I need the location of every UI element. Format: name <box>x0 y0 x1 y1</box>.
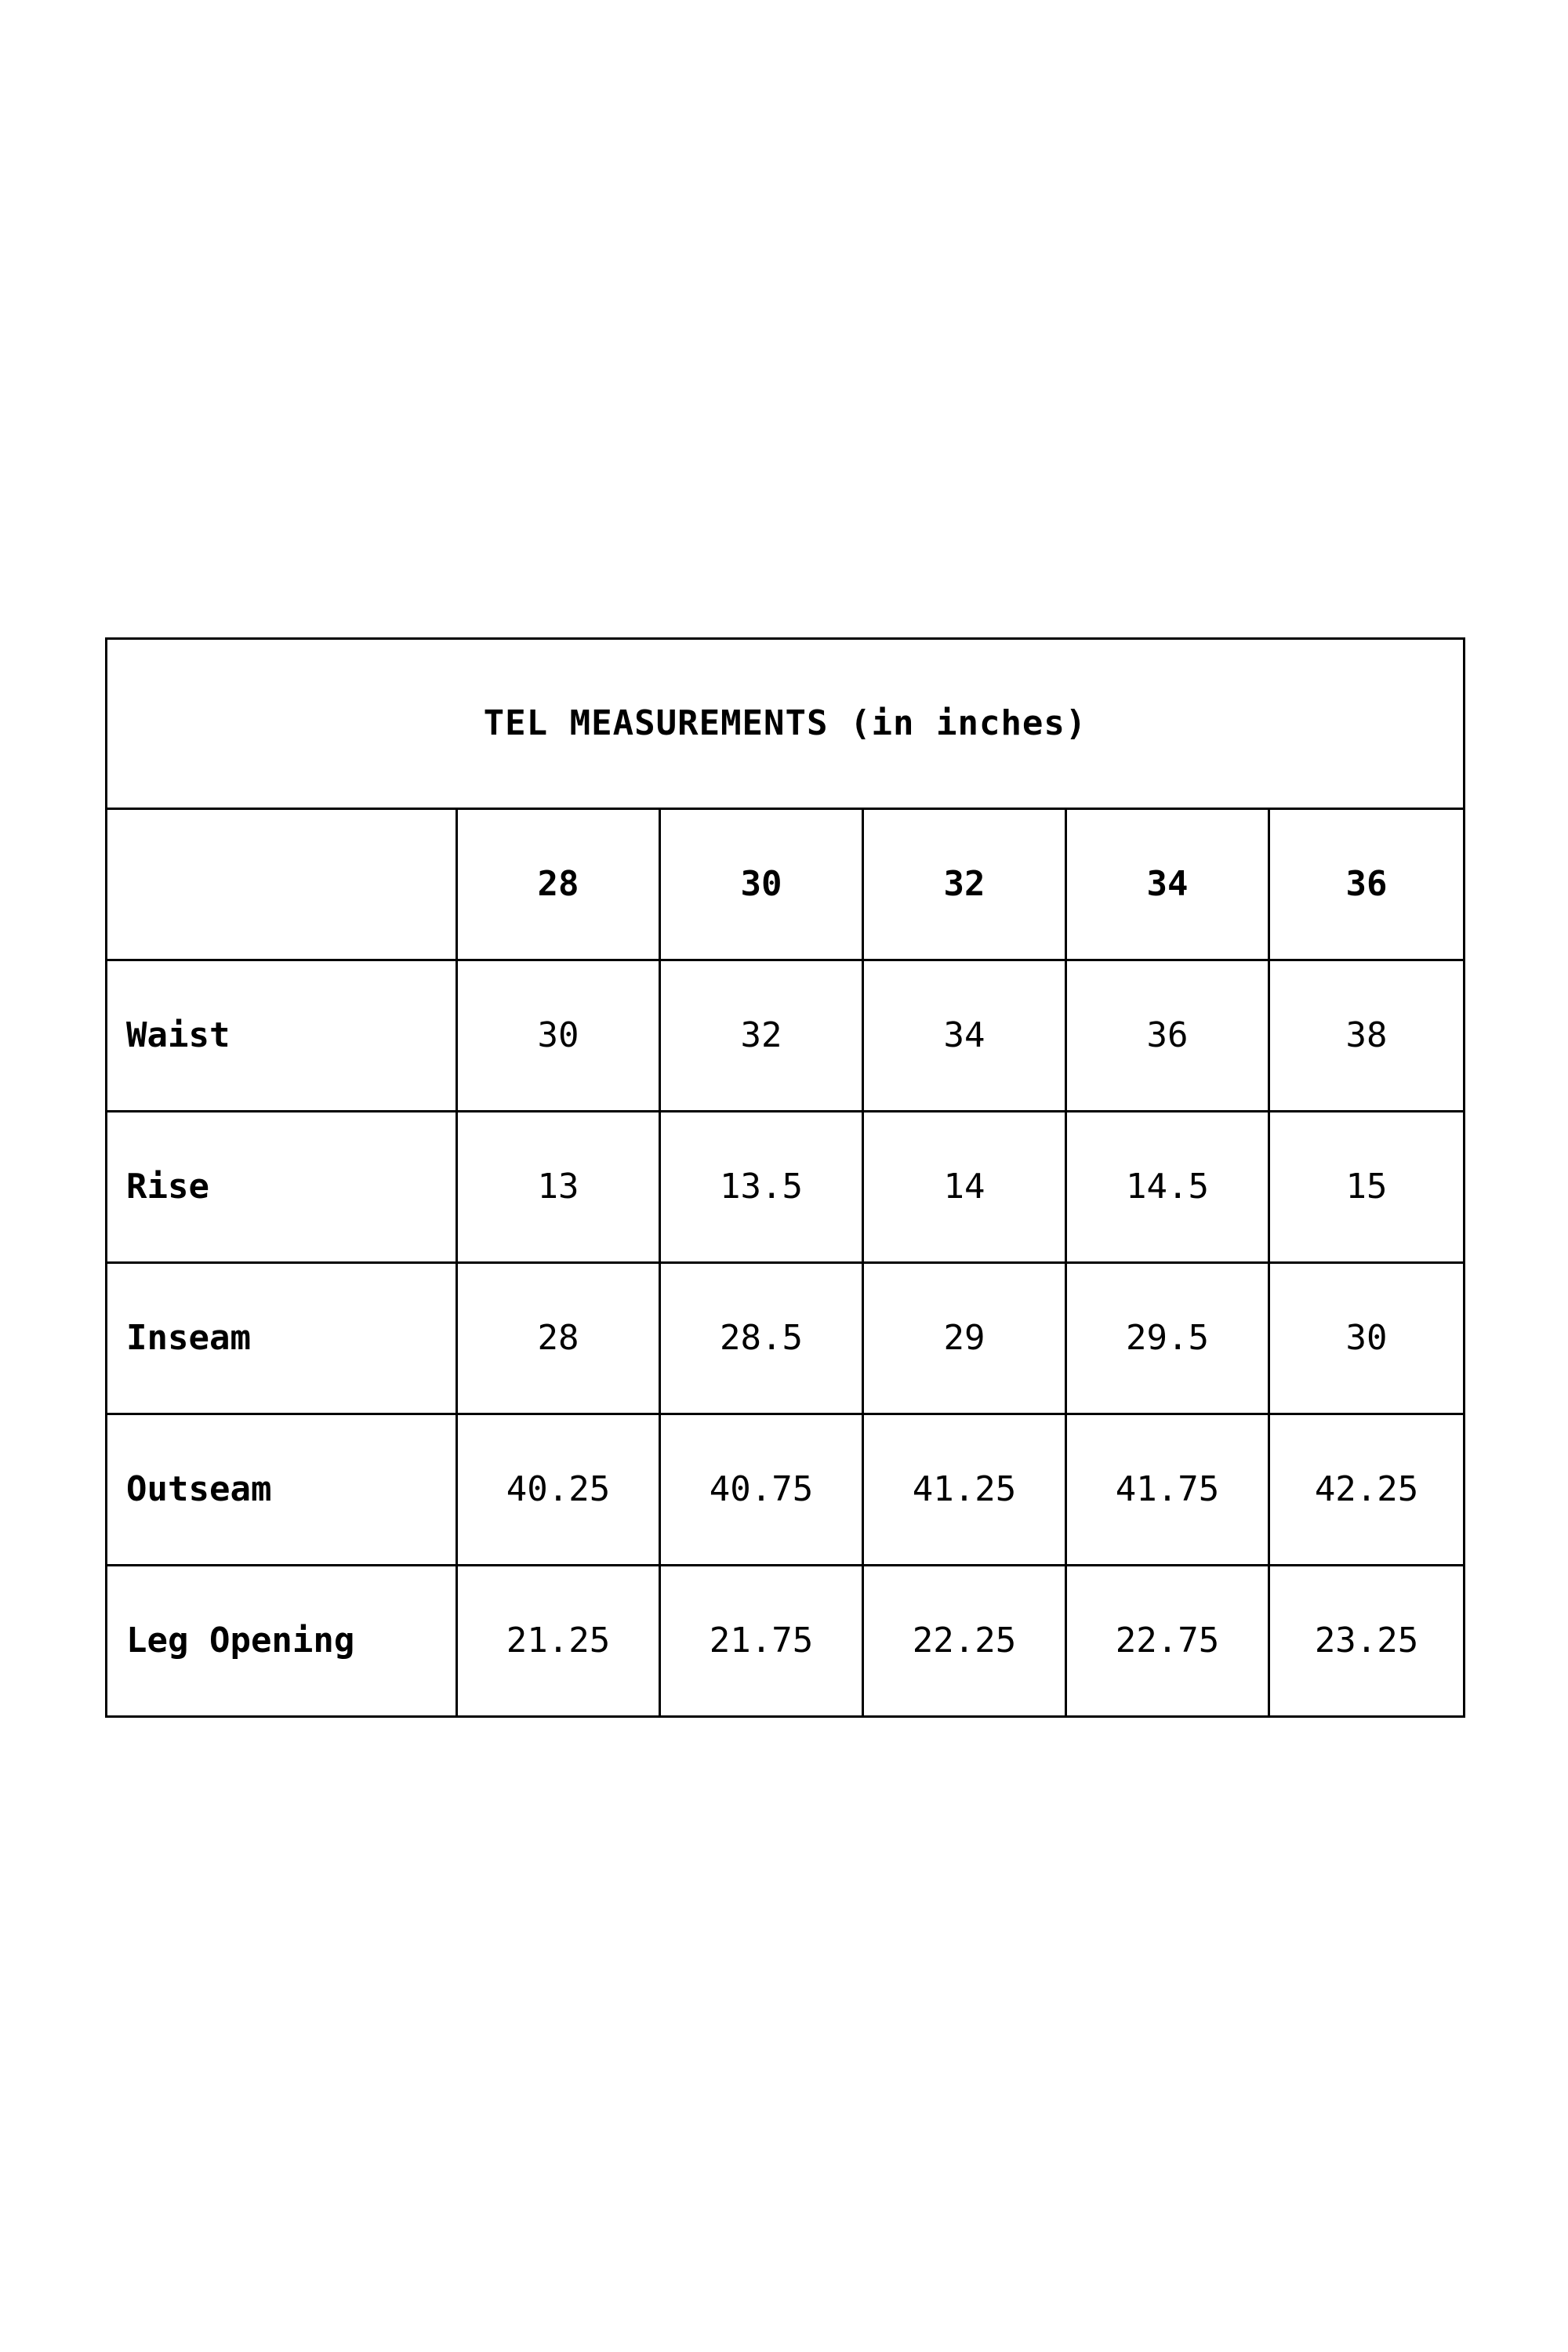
cell-outseam-34: 41.75 <box>1066 1414 1269 1566</box>
cell-inseam-28: 28 <box>457 1263 660 1414</box>
size-column-header-32: 32 <box>863 809 1066 960</box>
cell-inseam-30: 28.5 <box>660 1263 863 1414</box>
cell-waist-28: 30 <box>457 960 660 1112</box>
measurements-table <box>105 637 1465 1718</box>
cell-outseam-32: 41.25 <box>863 1414 1066 1566</box>
row-label-outseam: Outseam <box>107 1414 457 1566</box>
size-column-header-36: 36 <box>1269 809 1465 960</box>
cell-leg-opening-28: 21.25 <box>457 1566 660 1717</box>
corner-cell <box>107 809 457 960</box>
size-column-header-28: 28 <box>457 809 660 960</box>
table-row-outseam <box>107 1414 1465 1566</box>
cell-waist-36: 38 <box>1269 960 1465 1112</box>
size-column-header-34: 34 <box>1066 809 1269 960</box>
cell-leg-opening-36: 23.25 <box>1269 1566 1465 1717</box>
cell-rise-32: 14 <box>863 1112 1066 1263</box>
cell-waist-30: 32 <box>660 960 863 1112</box>
cell-outseam-28: 40.25 <box>457 1414 660 1566</box>
table-title-row <box>107 639 1465 809</box>
cell-rise-28: 13 <box>457 1112 660 1263</box>
row-label-leg-opening: Leg Opening <box>107 1566 457 1717</box>
cell-leg-opening-34: 22.75 <box>1066 1566 1269 1717</box>
table-row-leg-opening <box>107 1566 1465 1717</box>
cell-rise-36: 15 <box>1269 1112 1465 1263</box>
cell-inseam-36: 30 <box>1269 1263 1465 1414</box>
row-label-inseam: Inseam <box>107 1263 457 1414</box>
cell-rise-30: 13.5 <box>660 1112 863 1263</box>
cell-leg-opening-32: 22.25 <box>863 1566 1066 1717</box>
table-row-inseam <box>107 1263 1465 1414</box>
cell-outseam-30: 40.75 <box>660 1414 863 1566</box>
table-row-waist <box>107 960 1465 1112</box>
cell-outseam-36: 42.25 <box>1269 1414 1465 1566</box>
table-title: TEL MEASUREMENTS (in inches) <box>107 639 1465 809</box>
cell-leg-opening-30: 21.75 <box>660 1566 863 1717</box>
row-label-rise: Rise <box>107 1112 457 1263</box>
cell-waist-34: 36 <box>1066 960 1269 1112</box>
size-header-row <box>107 809 1465 960</box>
size-column-header-30: 30 <box>660 809 863 960</box>
cell-waist-32: 34 <box>863 960 1066 1112</box>
cell-inseam-34: 29.5 <box>1066 1263 1269 1414</box>
row-label-waist: Waist <box>107 960 457 1112</box>
cell-rise-34: 14.5 <box>1066 1112 1269 1263</box>
table-row-rise <box>107 1112 1465 1263</box>
cell-inseam-32: 29 <box>863 1263 1066 1414</box>
